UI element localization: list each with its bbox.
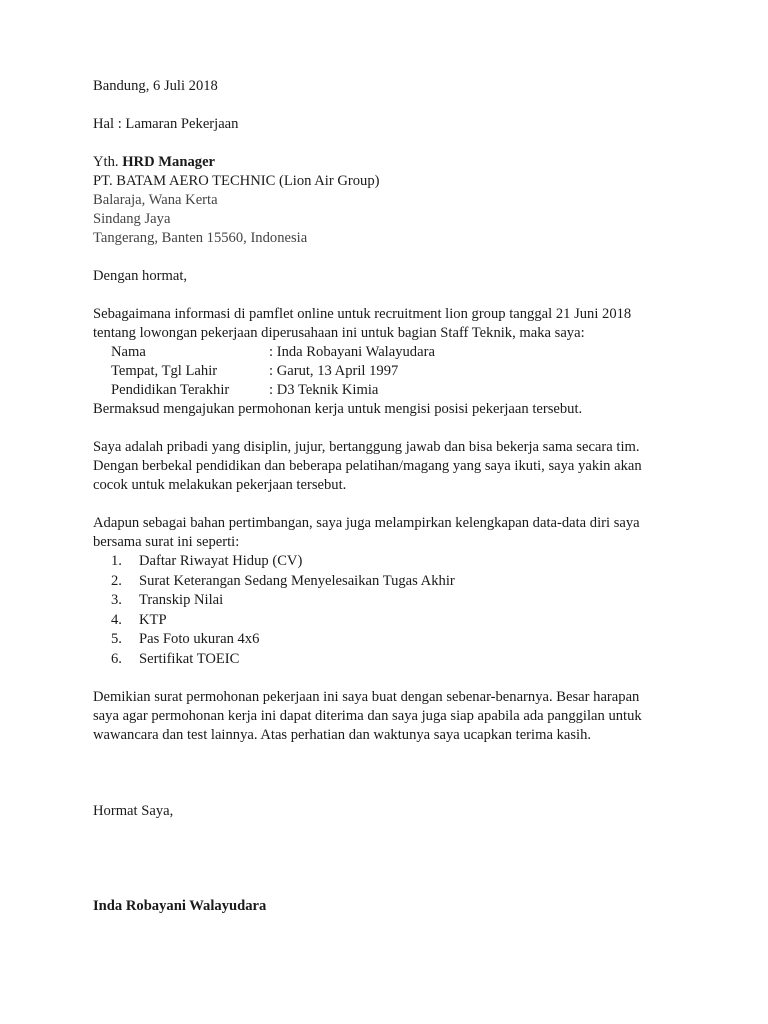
list-item: [93, 611, 713, 631]
list-text: Transkip Nilai: [139, 592, 224, 608]
sign-off: Hormat Saya,: [93, 803, 174, 819]
closing-line: saya agar permohonan kerja ini dapat diterima dan saya juga siap apabila ada panggilan untuk: [93, 708, 642, 724]
applicant-field-birth: [93, 362, 713, 381]
recipient-address-1: Balaraja, Wana Kerta: [93, 192, 218, 208]
list-text: Sertifikat TOEIC: [139, 650, 240, 667]
applicant-field-education: [93, 381, 713, 400]
field-value: : Inda Robayani Walayudara: [269, 344, 435, 360]
field-label: Tempat, Tgl Lahir: [111, 363, 218, 379]
paragraph-2-line: Dengan berbekal pendidikan dan beberapa pelatihan/magang yang saya ikuti, saya yakin akan: [93, 458, 642, 474]
subject-line: Hal : Lamaran Pekerjaan: [93, 116, 239, 132]
greeting: Dengan hormat,: [93, 268, 188, 284]
paragraph-2-line: Saya adalah pribadi yang disiplin, jujur, bertanggung jawab dan bisa bekerja sama secara tim.: [93, 439, 640, 455]
list-number: 6.: [111, 650, 122, 667]
signature-name: Inda Robayani Walayudara: [93, 898, 267, 914]
list-number: 3.: [111, 592, 122, 608]
field-value: : D3 Teknik Kimia: [269, 382, 379, 398]
recipient-company: PT. BATAM AERO TECHNIC (Lion Air Group): [93, 173, 380, 189]
letter-page: [93, 77, 713, 916]
intent-line: Bermaksud mengajukan permohonan kerja untuk mengisi posisi pekerjaan tersebut.: [93, 401, 583, 417]
list-text: Pas Foto ukuran 4x6: [139, 631, 260, 647]
list-item: [93, 650, 713, 670]
list-text: Surat Keterangan Sedang Menyelesaikan Tugas Akhir: [139, 572, 455, 589]
recipient-address-3: Tangerang, Banten 15560, Indonesia: [93, 230, 308, 246]
closing-line: Demikian surat permohonan pekerjaan ini saya buat dengan sebenar-benarnya. Besar harapan: [93, 689, 640, 705]
recipient-title: HRD Manager: [122, 154, 216, 170]
place-date: Bandung, 6 Juli 2018: [93, 78, 218, 94]
intro-line: tentang lowongan pekerjaan diperusahaan ini untuk bagian Staff Teknik, maka saya:: [93, 325, 585, 341]
intro-line: Sebagaimana informasi di pamflet online untuk recruitment lion group tanggal 21 Juni 2018: [93, 306, 632, 322]
list-text: KTP: [139, 611, 167, 628]
paragraph-2-line: cocok untuk melakukan pekerjaan tersebut.: [93, 477, 347, 493]
recipient-prefix: Yth.: [93, 154, 119, 170]
list-item: [93, 591, 713, 611]
list-number: 2.: [111, 572, 122, 589]
field-label: Nama: [111, 344, 146, 360]
attachment-list: [93, 552, 713, 669]
list-number: 4.: [111, 611, 122, 628]
list-item: [93, 552, 713, 572]
applicant-field-name: [93, 343, 713, 362]
closing-line: wawancara dan test lainnya. Atas perhatian dan waktunya saya ucapkan terima kasih.: [93, 727, 592, 743]
recipient-title-line: [93, 153, 713, 172]
paragraph-3-line: Adapun sebagai bahan pertimbangan, saya juga melampirkan kelengkapan data-data diri saya: [93, 515, 640, 531]
list-item: [93, 630, 713, 650]
list-text: Daftar Riwayat Hidup (CV): [139, 553, 303, 569]
list-item: [93, 572, 713, 592]
recipient-address-2: Sindang Jaya: [93, 211, 171, 227]
list-number: 1.: [111, 553, 122, 569]
list-number: 5.: [111, 631, 122, 647]
field-label: Pendidikan Terakhir: [111, 382, 230, 398]
field-value: : Garut, 13 April 1997: [269, 363, 399, 379]
paragraph-3-line: bersama surat ini seperti:: [93, 534, 240, 550]
